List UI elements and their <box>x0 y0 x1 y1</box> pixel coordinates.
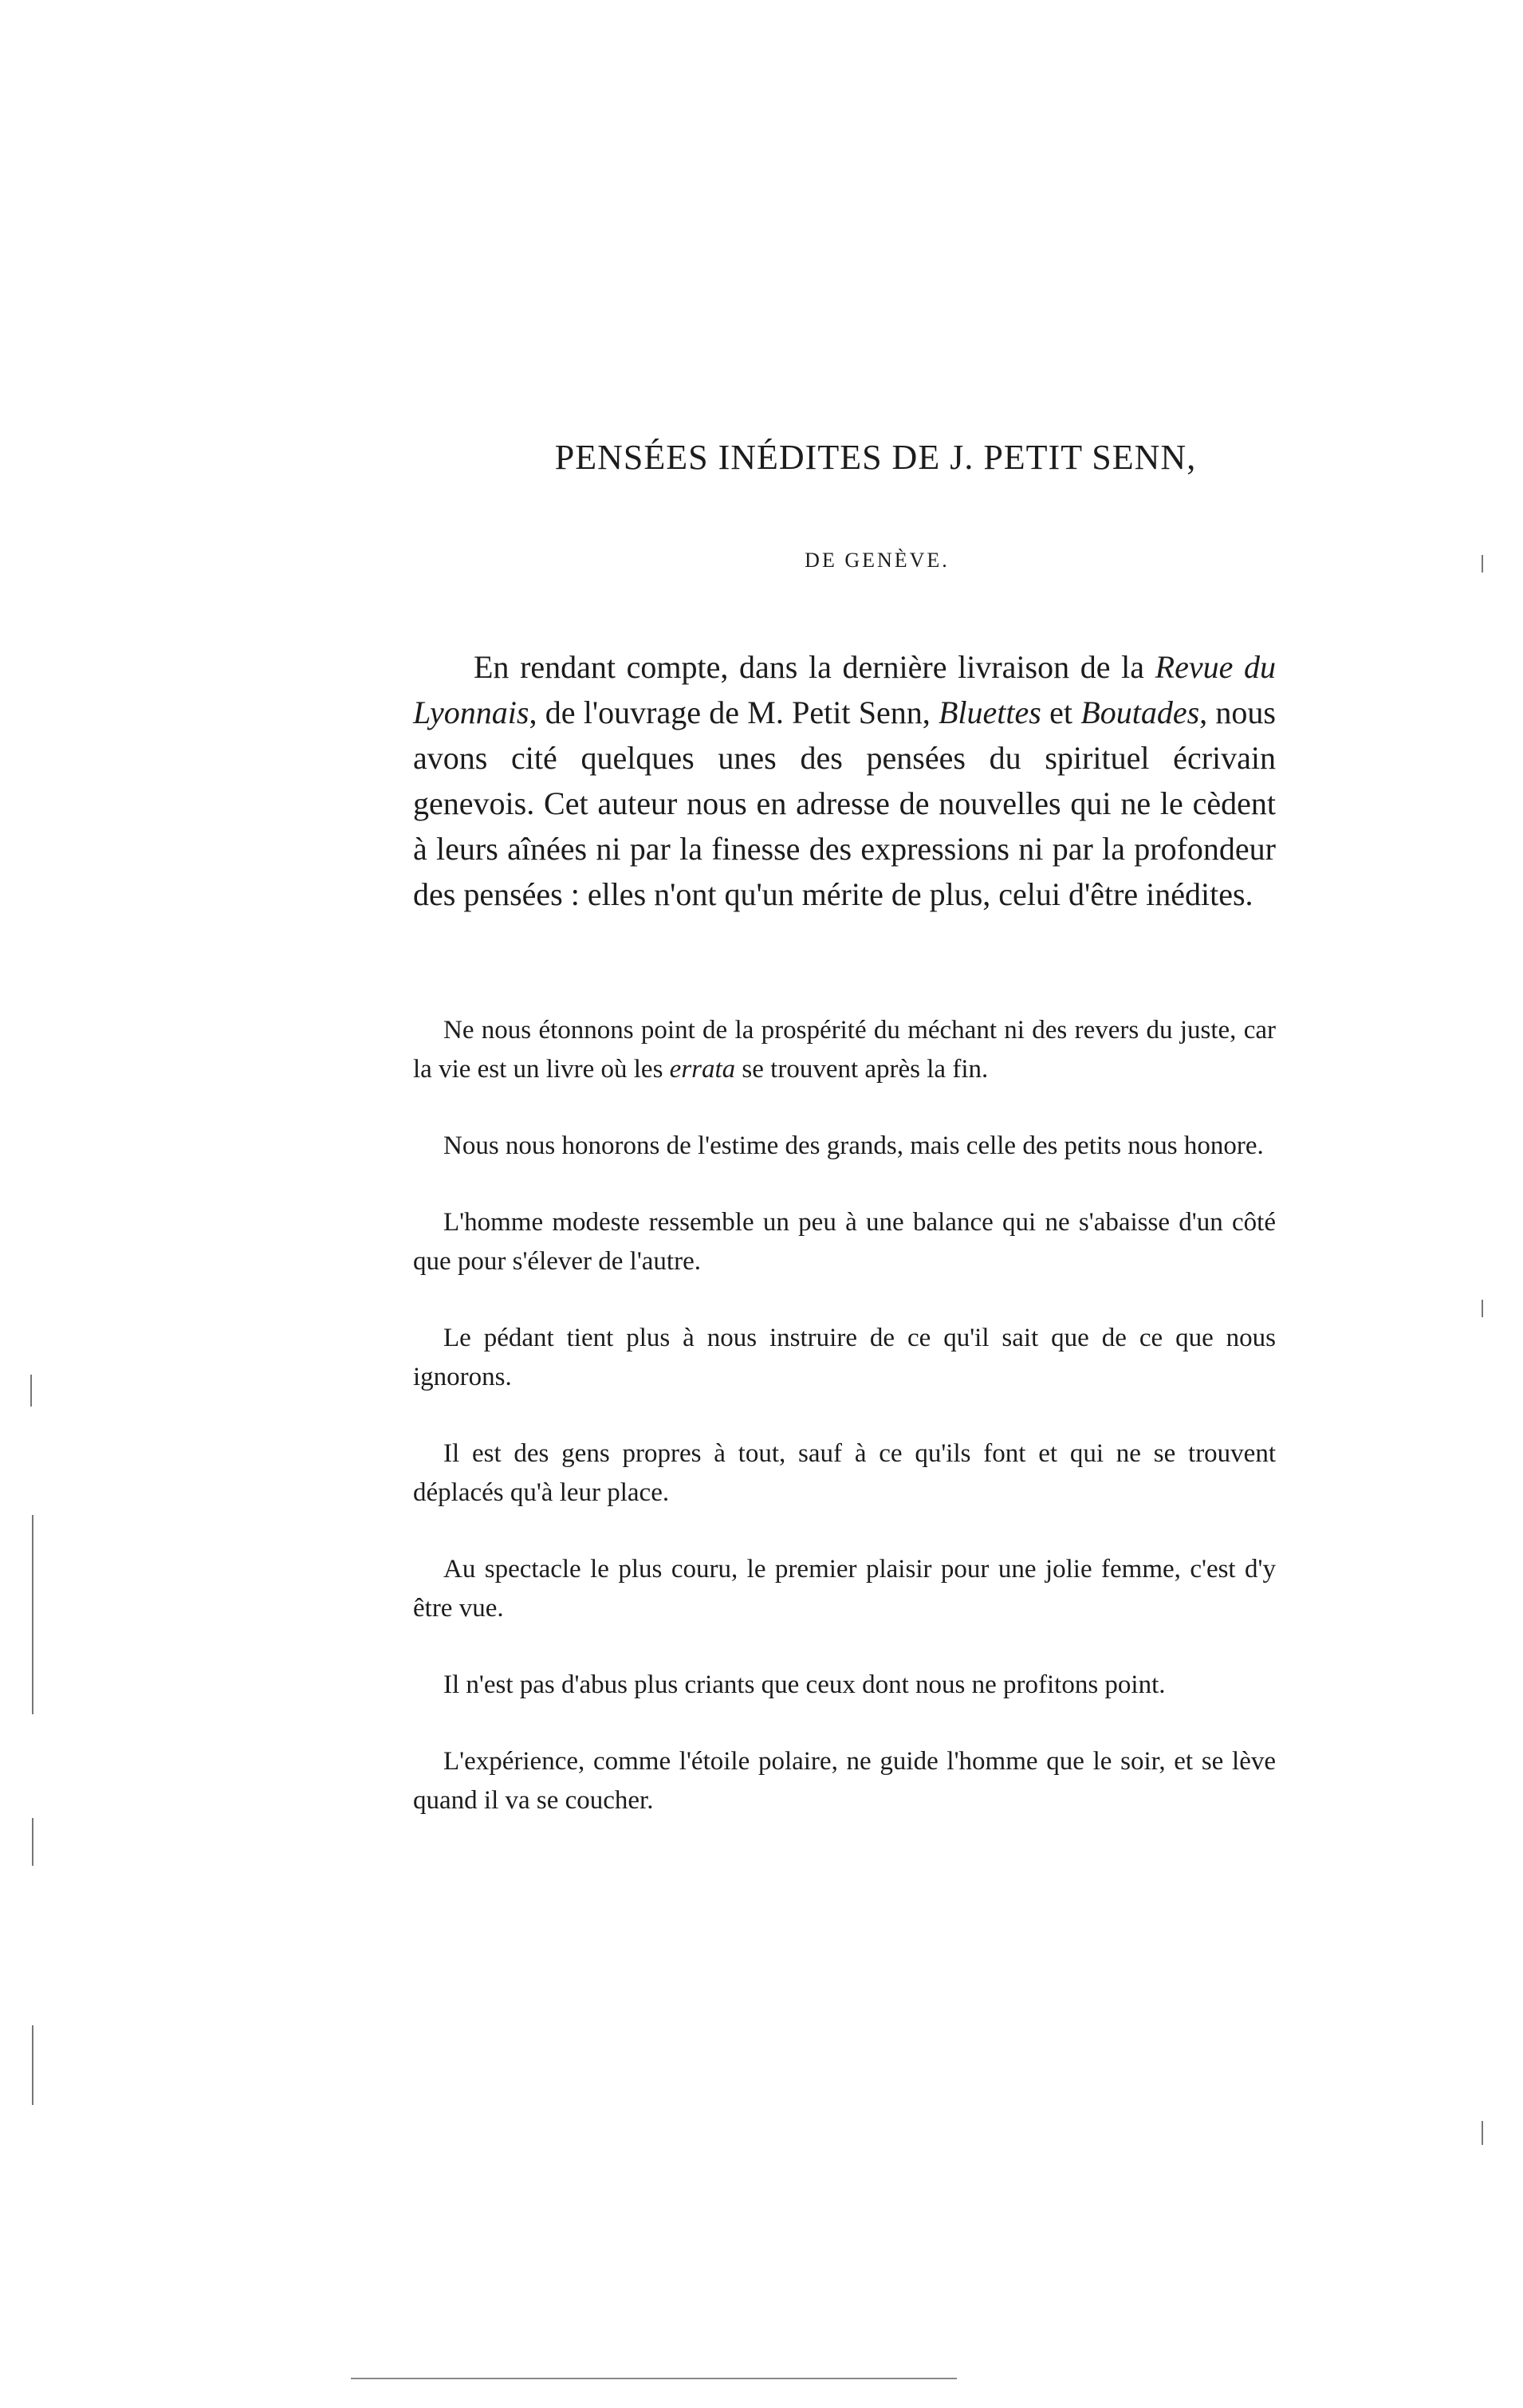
thought-item: Le pédant tient plus à nous instruire de ce qu'il sait que de ce que nous ignorons. <box>413 1324 1276 1391</box>
thought-item: Il est des gens propres à tout, sauf à ce qu'ils font et qui ne se trouvent déplacés qu'à leur place. <box>413 1439 1276 1507</box>
scan-artifact <box>351 2378 957 2379</box>
thought-text: Ne nous étonnons point de la prospérité du méchant ni des revers du juste, car la vie est un livre où les <box>413 1016 1276 1084</box>
thought-item: Au spectacle le plus couru, le premier plaisir pour une jolie femme, c'est d'y être vue. <box>413 1555 1276 1623</box>
thought-emphasis: errata <box>669 1055 736 1084</box>
scan-artifact <box>32 1515 33 1714</box>
intro-text-1: En rendant compte, dans la dernière livraison de la <box>474 649 1155 685</box>
thought-item <box>413 1011 1276 1089</box>
page-subtitle: DE GENÈVE. <box>805 549 950 572</box>
intro-text-3: et <box>1041 694 1081 730</box>
journal-title: Revue du Lyonnais <box>413 649 1276 730</box>
intro-text-2: , de l'ouvrage de M. Petit Senn, <box>529 694 939 730</box>
thoughts-list <box>413 1011 1276 1858</box>
work-title-bluettes: Bluettes <box>939 694 1041 730</box>
scan-artifact <box>32 1818 33 1866</box>
scan-artifact <box>1482 555 1483 572</box>
page-title: PENSÉES INÉDITES DE J. PETIT SENN, <box>554 438 1197 477</box>
thought-item: L'expérience, comme l'étoile polaire, ne guide l'homme que le soir, et se lève quand il va se coucher. <box>413 1747 1276 1815</box>
scan-artifact <box>30 1375 32 1407</box>
thought-item: Nous nous honorons de l'estime des grands, mais celle des petits nous honore. <box>443 1131 1264 1160</box>
scan-artifact <box>1482 1300 1483 1317</box>
thought-item: Il n'est pas d'abus plus criants que ceux dont nous ne profitons point. <box>443 1670 1166 1699</box>
intro-paragraph <box>413 644 1276 917</box>
thought-text: se trouvent après la fin. <box>735 1055 989 1084</box>
scan-artifact <box>32 2025 33 2105</box>
intro-text-4: , nous avons cité quelques unes des pensées du spirituel écrivain genevois. Cet auteur nous en adresse de nouvelles qui ne le cèdent à leurs aînées ni par la finesse des expressions ni par la profondeur des pensées : elles n'ont qu'un mérite de plus, celui d'être inédites. <box>413 694 1276 912</box>
work-title-boutades: Boutades <box>1080 694 1200 730</box>
thought-item: L'homme modeste ressemble un peu à une balance qui ne s'abaisse d'un côté que pour s'élever de l'autre. <box>413 1208 1276 1276</box>
scan-artifact <box>1482 2121 1483 2145</box>
